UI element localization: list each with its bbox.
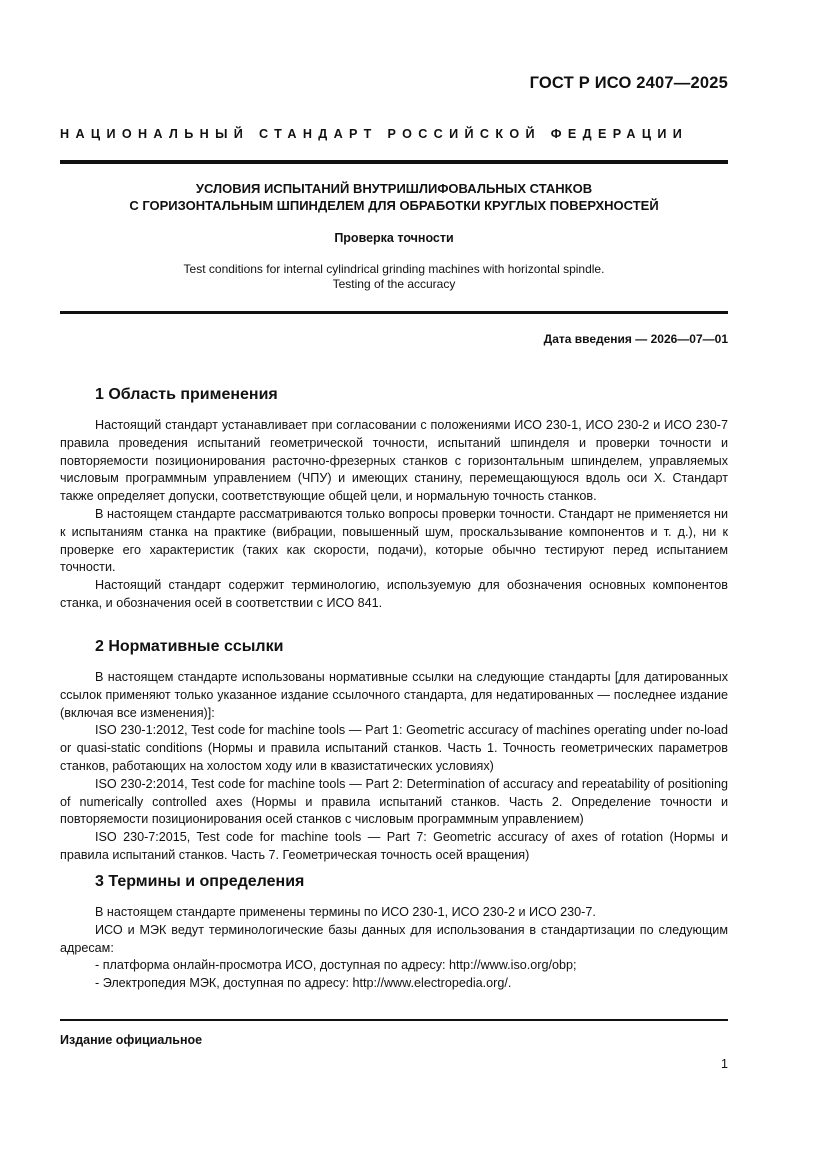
page-number: 1 [721, 1057, 728, 1071]
paragraph: ИСО и МЭК ведут терминологические базы данных для использования в стандартизации по следующим адресам: [60, 922, 728, 955]
section-3-body [60, 904, 728, 993]
reference-item: ISO 230-2:2014, Test code for machine tools — Part 2: Determination of accuracy and repeatability of positioning of numerically controlled axes (Нормы и правила испытаний станков. Часть 2. Определение точности и повторяемости позиционирования осей станков с числовым программным управлением) [60, 776, 728, 827]
section-2-body [60, 669, 728, 865]
official-edition-label: Издание официальное [60, 1033, 203, 1047]
paragraph: В настоящем стандарте рассматриваются только вопросы проверки точности. Стандарт не применяется ни к испытаниям станка на практике (вибрации, повышенный шум, проскальзывание компонентов и т. д.), ни к проверке его характеристик (таких как скорости, подачи), которые обычно тестируют перед испытанием точности. [60, 506, 728, 575]
national-standard-heading: НАЦИОНАЛЬНЫЙ СТАНДАРТ РОССИЙСКОЙ ФЕДЕРАЦИИ [60, 127, 689, 141]
standard-code: ГОСТ Р ИСО 2407—2025 [529, 74, 728, 92]
section-1-heading: 1 Область применения [95, 386, 278, 403]
footer-rule [60, 1019, 728, 1021]
paragraph: Настоящий стандарт устанавливает при согласовании с положениями ИСО 230-1, ИСО 230-2 и ИСО 230-7 правила проведения испытаний геометрической точности, испытаний шпинделя и проверки точности и повторяемости позиционирования расточно-фрезерных станков с горизонтальным шпинделем, управляемых числовым программным управлением (ЧПУ) и имеющих станину, перемещающуюся вдоль оси X. Стандарт также определяет допуски, соответствующие общей цели, и нормальную точность станков. [60, 418, 728, 504]
top-rule [60, 160, 728, 164]
paragraph: В настоящем стандарте использованы нормативные ссылки на следующие стандарты [для датированных ссылок применяют только указанное издание ссылочного стандарта, для недатированных — последнее издание (включая все изменения)]: [60, 670, 728, 720]
title-rule [60, 311, 728, 314]
list-item: - Электропедия МЭК, доступная по адресу: http://www.electropedia.org/. [95, 976, 512, 991]
english-title-line-2: Testing of the accuracy [332, 277, 456, 291]
russian-title-line-1: УСЛОВИЯ ИСПЫТАНИЙ ВНУТРИШЛИФОВАЛЬНЫХ СТАНКОВ [195, 181, 593, 196]
russian-title [60, 180, 728, 214]
english-title-line-1: Test conditions for internal cylindrical grinding machines with horizontal spindle. [183, 262, 605, 276]
section-3-heading: 3 Термины и определения [95, 873, 305, 890]
section-2-heading: 2 Нормативные ссылки [95, 638, 284, 655]
list-item: - платформа онлайн-просмотра ИСО, доступная по адресу: http://www.iso.org/obp; [95, 958, 577, 973]
introduction-date: Дата введения — 2026—07—01 [543, 332, 728, 346]
paragraph: В настоящем стандарте применены термины по ИСО 230-1, ИСО 230-2 и ИСО 230-7. [95, 905, 596, 919]
russian-subtitle: Проверка точности [334, 231, 454, 245]
russian-title-line-2: С ГОРИЗОНТАЛЬНЫМ ШПИНДЕЛЕМ ДЛЯ ОБРАБОТКИ КРУГЛЫХ ПОВЕРХНОСТЕЙ [129, 198, 659, 213]
section-1-body [60, 417, 728, 613]
paragraph: Настоящий стандарт содержит терминологию, используемую для обозначения основных компонентов станка, и обозначения осей в соответствии с ИСО 841. [60, 578, 728, 610]
english-title [60, 262, 728, 292]
reference-item: ISO 230-7:2015, Test code for machine tools — Part 7: Geometric accuracy of axes of rotation (Нормы и правила испытаний станков. Часть 7. Геометрическая точность осей вращения) [60, 830, 728, 862]
reference-item: ISO 230-1:2012, Test code for machine tools — Part 1: Geometric accuracy of machines operating under no-load or quasi-static conditions (Нормы и правила испытаний станков. Часть 1. Точность геометрических параметров станков, работающих на холостом ходу или в квазистатических условиях) [60, 723, 728, 773]
